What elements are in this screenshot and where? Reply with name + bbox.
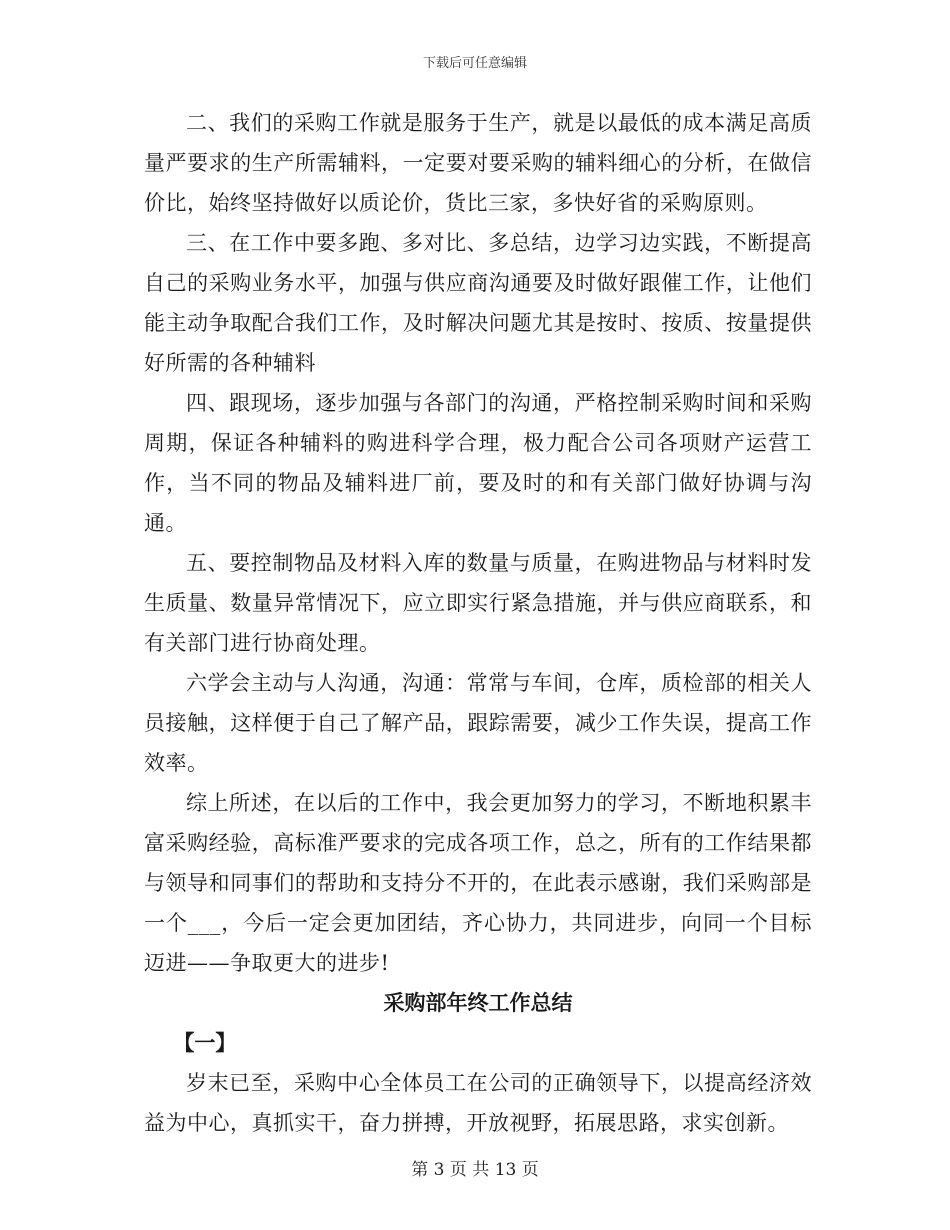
paragraph-3: 三、在工作中要多跑、多对比、多总结，边学习边实践，不断提高自己的采购业务水平，加强与供应商沟通要及时做好跟催工作，让他们能主动争取配合我们工作，及时解决问题尤其是按时、按质、按量提供好所需的各种辅料 [144, 231, 812, 375]
paragraph-6: 六学会主动与人沟通，沟通：常常与车间，仓库，质检部的相关人员接触，这样便于自己了解产品，跟踪需要，减少工作失误，提高工作效率。 [144, 671, 812, 775]
paragraph-5: 五、要控制物品及材料入库的数量与质量，在购进物品与材料时发生质量、数量异常情况下，应立即实行紧急措施，并与供应商联系，和有关部门进行协商处理。 [144, 551, 812, 655]
section-title: 采购部年终工作总结 [383, 991, 573, 1015]
paragraph-intro: 岁末已至，采购中心全体员工在公司的正确领导下，以提高经济效益为中心，真抓实干，奋力拼搏，开放视野，拓展思路，求实创新。 [144, 1071, 812, 1135]
document-body [144, 103, 812, 1143]
section-number: 【一】 [173, 1031, 237, 1055]
page-header-note: 下载后可任意编辑 [422, 56, 527, 71]
paragraph-2: 二、我们的采购工作就是服务于生产，就是以最低的成本满足高质量严要求的生产所需辅料，一定要对要采购的辅料细心的分析，在做信价比，始终坚持做好以质论价，货比三家，多快好省的采购原则。 [144, 111, 812, 215]
paragraph-4: 四、跟现场，逐步加强与各部门的沟通，严格控制采购时间和采购周期，保证各种辅料的购进科学合理，极力配合公司各项财产运营工作，当不同的物品及辅料进厂前，要及时的和有关部门做好协调与沟通。 [144, 391, 812, 535]
page-footer: 第 3 页 共 13 页 [411, 1160, 539, 1180]
paragraph-summary: 综上所述，在以后的工作中，我会更加努力的学习，不断地积累丰富采购经验，高标准严要求的完成各项工作，总之，所有的工作结果都与领导和同事们的帮助和支持分不开的，在此表示感谢，我们采购部是一个___，今后一定会更加团结，齐心协力，共同进步，向同一个目标迈进——争取更大的进步! [144, 791, 812, 975]
